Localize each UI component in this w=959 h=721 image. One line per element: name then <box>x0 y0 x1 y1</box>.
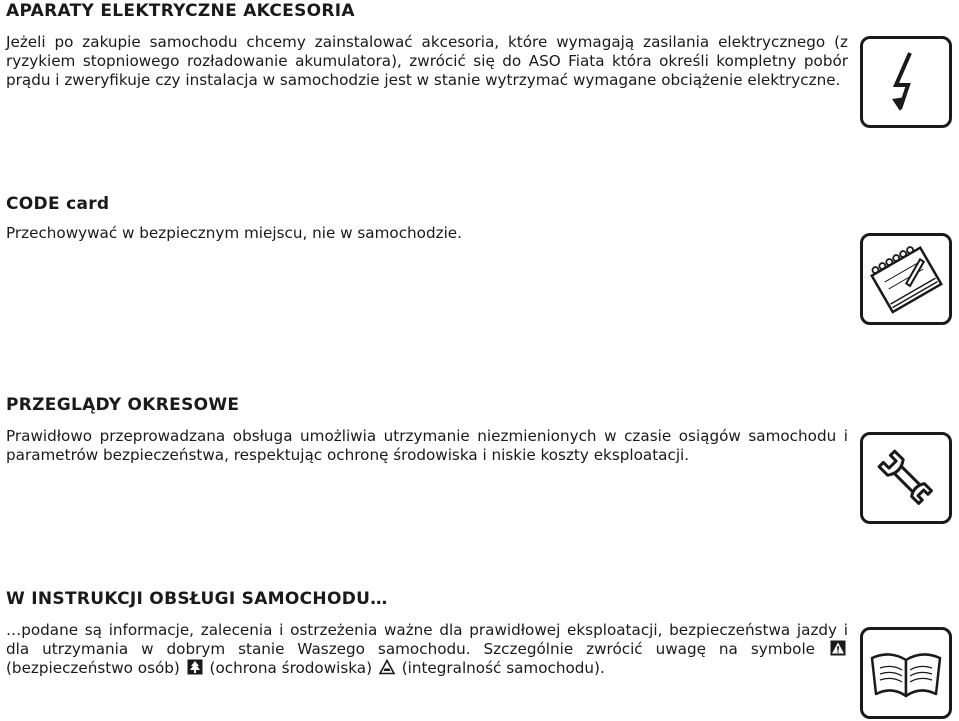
section-title: PRZEGLĄDY OKRESOWE <box>6 395 240 415</box>
section-owner-manual <box>6 589 848 678</box>
text-part: …podane są informacje, zalecenia i ostrzeżenia ważne dla prawidłowej eksploatacji, bezpieczeństwa jazdy i dla utrzymania w dobrym stanie Waszego samochodu. Szczególnie zwrócić uwagę na symbole <box>6 621 848 658</box>
notebook-icon <box>860 233 952 325</box>
section-text: Prawidłowo przeprowadzana obsługa umożliwia utrzymanie niezmienionych w czasie osiągów samochodu i parametrów bezpieczeństwa, respektując ochronę środowiska i niskie koszty eksploatacji. <box>6 427 848 464</box>
section-code-card <box>6 194 848 243</box>
text-part: (integralność samochodu). <box>401 659 605 677</box>
person-safety-icon <box>830 640 846 656</box>
section-title: CODE card <box>6 194 110 214</box>
environment-icon <box>187 659 203 675</box>
section-title: APARATY ELEKTRYCZNE AKCESORIA <box>6 1 355 21</box>
section-text: Przechowywać w bezpiecznym miejscu, nie w samochodzie. <box>6 224 462 242</box>
section-electrical-accessories <box>6 1 848 90</box>
section-text <box>6 621 848 678</box>
lightning-icon <box>860 36 952 128</box>
section-text: Jeżeli po zakupie samochodu chcemy zainstalować akcesoria, które wymagają zasilania elektrycznego (z ryzykiem stopniowego rozładowanie akumulatora), zwrócić się do ASO Fiata która określi kompletny pobór prądu i zweryfikuje czy instalacja w samochodzie jest w stanie wytrzymać wymagane obciążenie elektryczne. <box>6 33 848 89</box>
section-title: W INSTRUKCJI OBSŁUGI SAMOCHODU… <box>6 589 388 609</box>
car-integrity-icon <box>379 659 395 675</box>
wrench-icon <box>860 432 952 524</box>
open-book-icon <box>860 627 952 719</box>
text-part: (bezpieczeństwo osób) <box>6 659 180 677</box>
section-periodic-inspections <box>6 395 848 465</box>
text-part: (ochrona środowiska) <box>209 659 373 677</box>
